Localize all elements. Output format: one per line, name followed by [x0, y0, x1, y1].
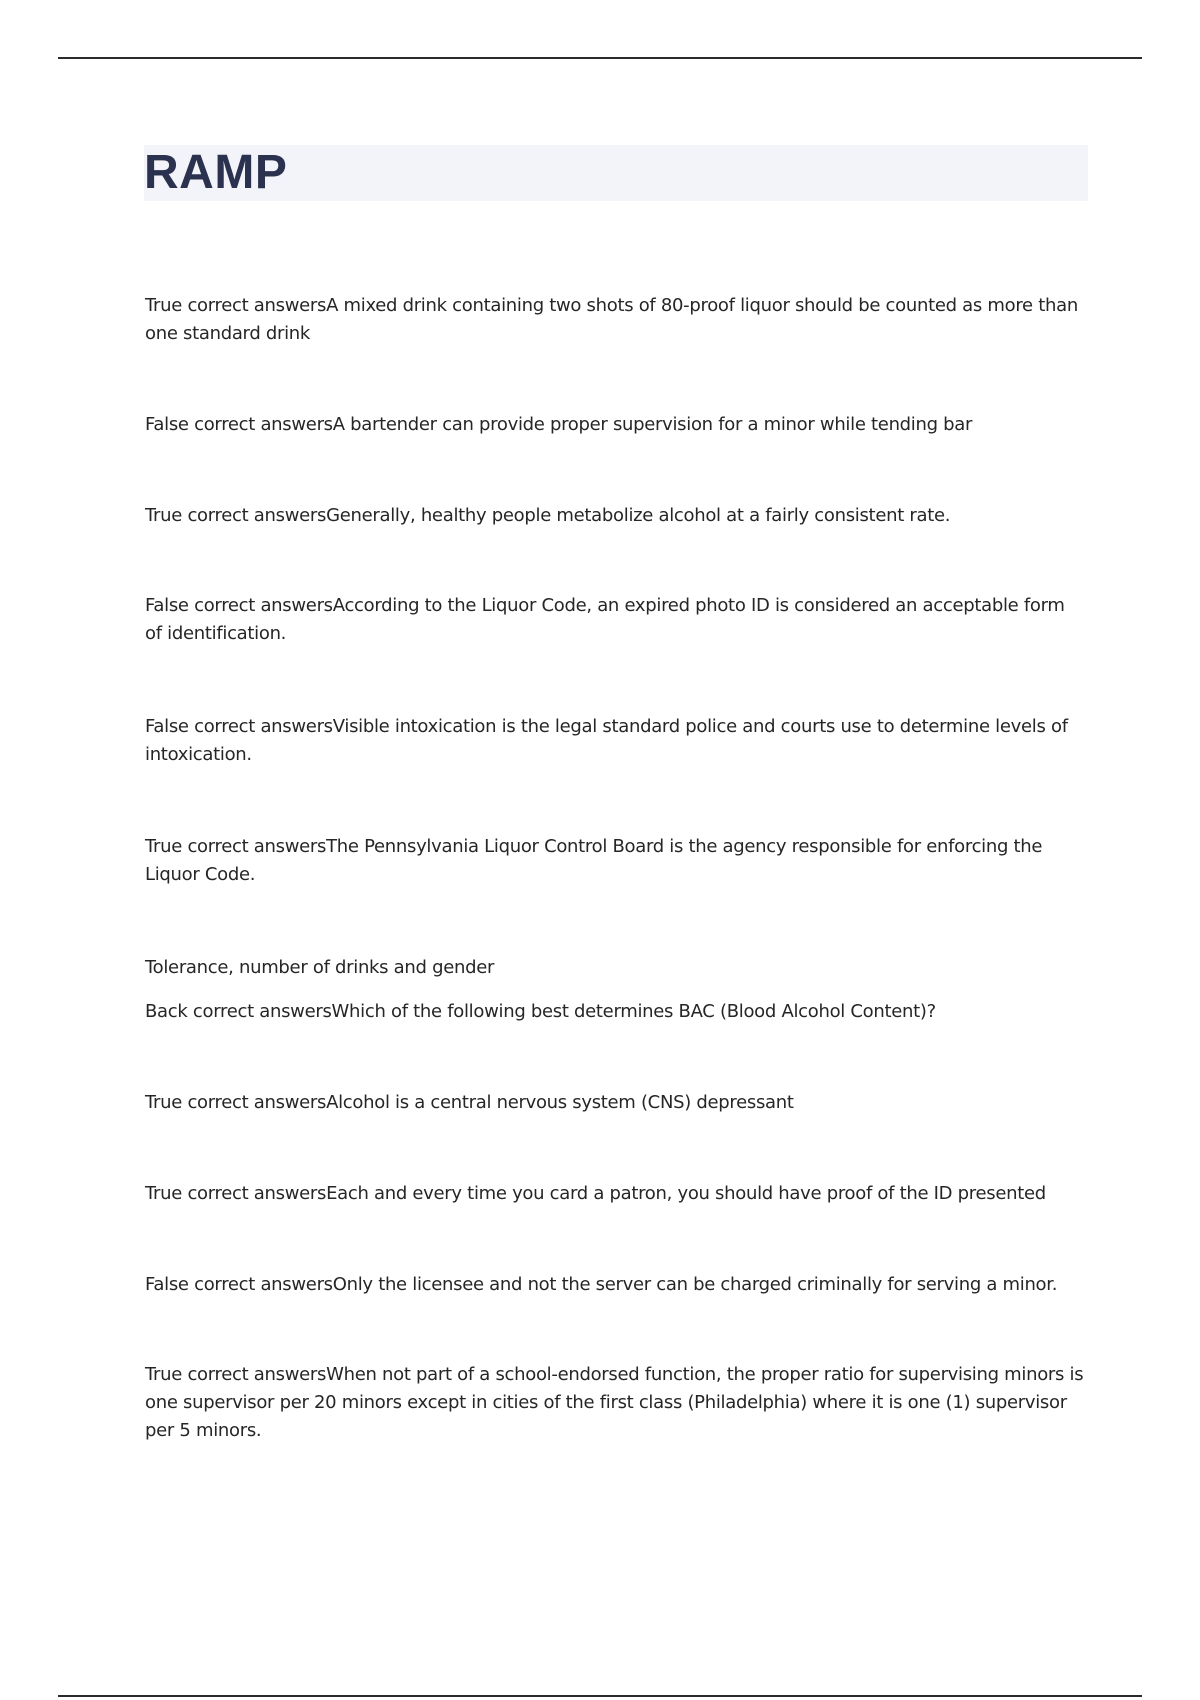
document-title: RAMP	[144, 146, 288, 199]
top-rule	[58, 57, 1142, 59]
qa-item-10: True correct answersEach and every time you card a patron, you should have proof of the ID presented	[145, 1183, 1046, 1204]
qa-item-11: False correct answersOnly the licensee and not the server can be charged criminally for serving a minor.	[145, 1274, 1058, 1295]
qa-item-1: True correct answersA mixed drink containing two shots of 80-proof liquor should be counted as more than one standard drink	[145, 295, 1078, 344]
qa-item-8: Back correct answersWhich of the following best determines BAC (Blood Alcohol Content)?	[145, 1001, 936, 1022]
bottom-rule	[58, 1695, 1142, 1697]
qa-item-2: False correct answersA bartender can provide proper supervision for a minor while tending bar	[145, 414, 973, 435]
qa-item-3: True correct answersGenerally, healthy people metabolize alcohol at a fairly consistent rate.	[145, 505, 951, 526]
qa-item-9: True correct answersAlcohol is a central nervous system (CNS) depressant	[145, 1092, 794, 1113]
title-band	[144, 145, 1088, 201]
qa-item-4: False correct answersAccording to the Liquor Code, an expired photo ID is considered an acceptable form of identification.	[145, 595, 1065, 644]
qa-item-5: False correct answersVisible intoxication is the legal standard police and courts use to determine levels of intoxication.	[145, 716, 1068, 765]
qa-item-7: Tolerance, number of drinks and gender	[145, 957, 495, 978]
qa-item-12: True correct answersWhen not part of a school-endorsed function, the proper ratio for supervising minors is one supervisor per 20 minors except in cities of the first class (Philadelphia) where it is one (1) supervisor per 5 minors.	[145, 1364, 1084, 1441]
qa-item-6: True correct answersThe Pennsylvania Liquor Control Board is the agency responsible for enforcing the Liquor Code.	[145, 836, 1043, 885]
